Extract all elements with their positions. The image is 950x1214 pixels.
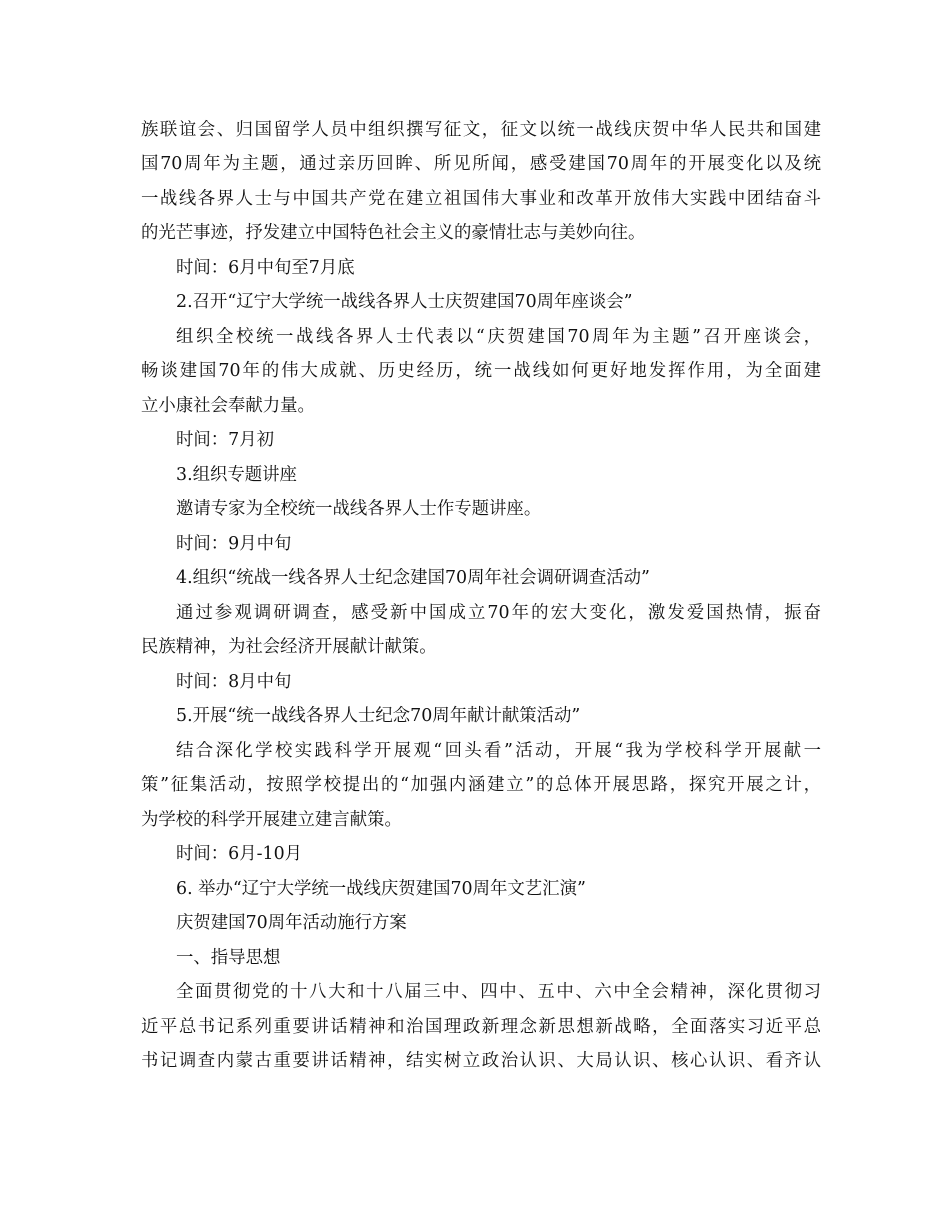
heading-item-2: 2.召开“辽宁大学统一战线各界人士庆贺建国70周年座谈会” [176,292,633,312]
text-line-17: 时间：8月中旬 [176,672,292,692]
text-line-4: 的光芒事迹，抒发建立中国特色社会主义的豪情壮志与美妙向往。 [141,223,646,243]
text-line-19: 结合深化学校实践科学开展观“回头看”活动，开展“我为学校科学开展献一 [176,741,821,761]
text-line-8: 畅谈建国70年的伟大成就、历史经历，统一战线如何更好地发挥作用，为全面建 [141,361,821,381]
text-line-22: 时间：6月-10月 [176,844,303,864]
text-line-26: 全面贯彻党的十八大和十八届三中、四中、五中、六中全会精神，深化贯彻习 [176,982,821,1002]
text-line-9: 立小康社会奉献力量。 [141,396,315,416]
text-line-16: 民族精神，为社会经济开展献计献策。 [141,637,437,657]
text-line-13: 时间：9月中旬 [176,534,292,554]
text-line-7: 组织全校统一战线各界人士代表以“庆贺建国70周年为主题”召开座谈会， [176,327,821,347]
heading-item-3: 3.组织专题讲座 [176,465,297,485]
text-line-27: 近平总书记系列重要讲话精神和治国理政新理念新思想新战略，全面落实习近平总 [141,1017,821,1037]
text-line-28: 书记调查内蒙古重要讲话精神，结实树立政治认识、大局认识、核心认识、看齐认 [141,1051,821,1071]
heading-item-6: 6. 举办“辽宁大学统一战线庆贺建国70周年文艺汇演” [176,879,586,899]
text-line-15: 通过参观调研调查，感受新中国成立70年的宏大变化，激发爱国热情，振奋 [176,603,821,623]
text-line-3: 一战线各界人士与中国共产党在建立祖国伟大事业和改革开放伟大实践中团结奋斗 [141,189,821,209]
text-line-10: 时间：7月初 [176,430,275,450]
text-line-21: 为学校的科学开展建立建言献策。 [141,810,402,830]
heading-item-4: 4.组织“统战一线各界人士纪念建国70周年社会调研调查活动” [176,568,650,588]
text-line-1: 族联谊会、归国留学人员中组织撰写征文，征文以统一战线庆贺中华人民共和国建 [141,120,821,140]
section-title: 庆贺建国70周年活动施行方案 [176,913,407,933]
heading-item-5: 5.开展“统一战线各界人士纪念70周年献计献策活动” [176,706,581,726]
text-line-5: 时间：6月中旬至7月底 [176,258,355,278]
text-line-20: 策”征集活动，按照学校提出的“加强内涵建立”的总体开展思路，探究开展之计， [141,775,821,795]
text-line-2: 国70周年为主题，通过亲历回眸、所见所闻，感受建国70周年的开展变化以及统 [141,154,821,174]
subsection-heading: 一、指导思想 [176,948,281,968]
text-line-12: 邀请专家为全校统一战线各界人士作专题讲座。 [176,499,542,519]
